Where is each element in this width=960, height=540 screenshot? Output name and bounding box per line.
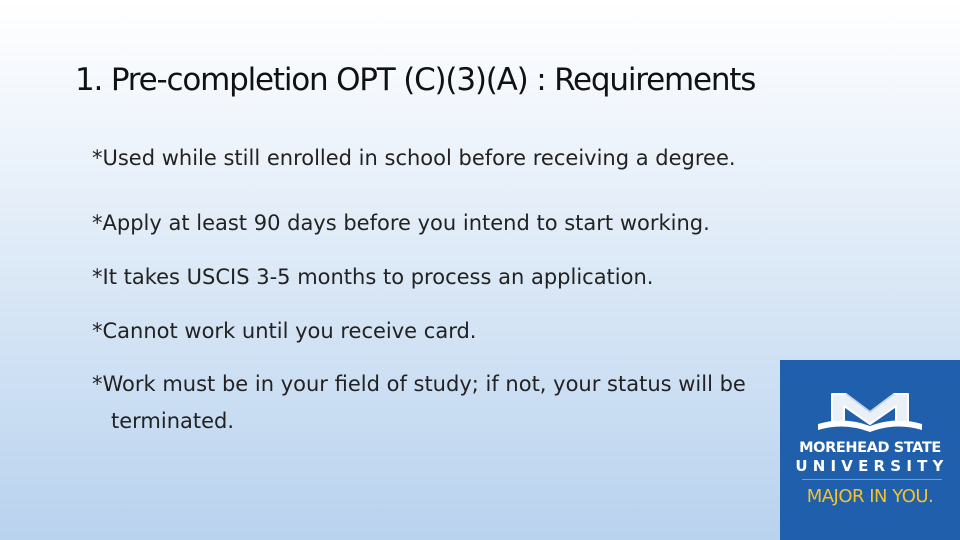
bullet-item: *Apply at least 90 days before you intend to start working. — [92, 211, 710, 235]
university-logo — [780, 360, 960, 540]
logo-divider — [802, 479, 942, 480]
bullet-item: *It takes USCIS 3-5 months to process an application. — [92, 265, 654, 289]
bullet-item: *Cannot work until you receive card. — [92, 319, 477, 343]
logo-university-word: UNIVERSITY — [795, 457, 949, 475]
bullet-item: *Work must be in your field of study; if not, your status will be terminated. — [92, 372, 746, 433]
bullet-item: *Used while still enrolled in school before receiving a degree. — [92, 146, 736, 170]
slide-title: 1. Pre-completion OPT (C)(3)(A) : Requirements — [75, 62, 756, 98]
university-m-mark-icon — [810, 384, 930, 436]
logo-university-name: MOREHEAD STATE — [799, 440, 941, 456]
logo-tagline: MAJOR IN YOU. — [806, 486, 934, 507]
